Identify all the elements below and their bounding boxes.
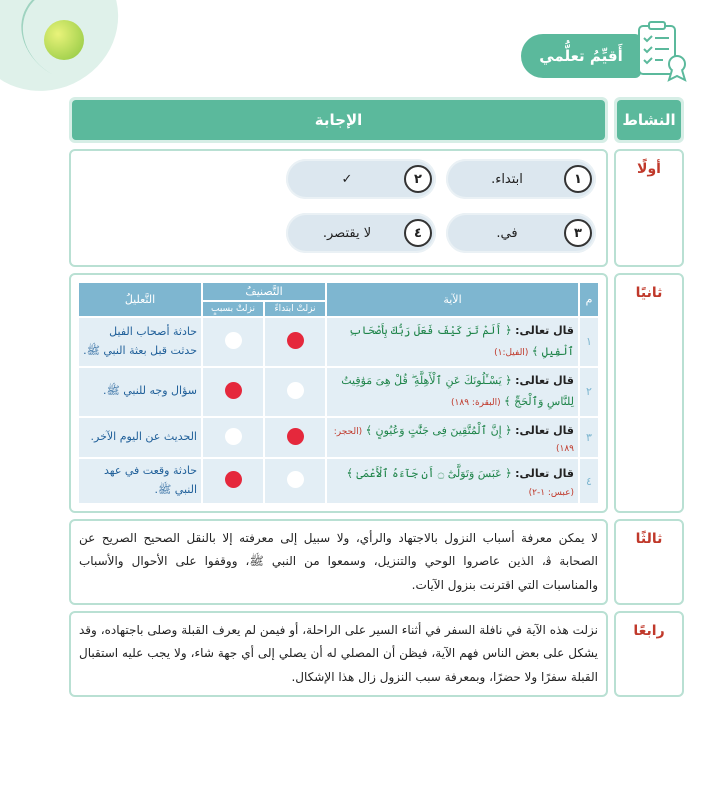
verse-intro: قال تعالى: [516,467,575,481]
verse-intro: قال تعالى: [516,373,575,387]
verses-table [78,281,601,505]
cause-cell [204,418,264,458]
item-value: ✓ [342,171,354,187]
table-row [70,611,685,697]
table-header [70,97,685,143]
col-reason-header: التَّعليلُ [80,283,202,316]
verse-cell [328,418,579,458]
answer-pill [287,159,437,199]
verse-intro: قال تعالى: [516,324,575,337]
row-label: ثالثًا [615,519,685,605]
start-dot [288,332,305,349]
verse-text: ﴿ عَبَسَ وَتَوَلَّىٰٓ ۝ أَن جَآءَهُ ٱلْأَعْمَىٰ ﴾ [347,467,513,481]
verse-text: ﴿ يَسْـَٔلُونَكَ عَنِ ٱلْأَهِلَّةِ ۖ قُلْ هِىَ مَوَٰقِيتُ لِلنَّاسِ وَٱلْحَجِّ ﴾ [342,373,575,408]
table-row [70,519,685,605]
item-number: ٣ [565,219,593,247]
table-row [70,149,685,267]
verse-intro: قال تعالى: [516,423,575,437]
start-dot [288,428,305,445]
verse-reference: (عبس: ١-٢) [529,488,575,499]
cause-cell [204,318,264,366]
reason-cell: الحديث عن اليوم الآخر. [80,418,202,458]
verse-reference: (الحجر: ١٨٩) [334,426,575,455]
start-cell [266,418,326,458]
col-m-header: م [581,283,599,316]
table-row [70,273,685,513]
col-verse-header: الآية [328,283,579,316]
row-number: ٢ [581,368,599,416]
col-cause-header: نزلتْ بسببٍ [204,302,264,316]
cause-dot [226,428,243,445]
col-class-header: التَّصنيفُ [204,283,326,300]
row-label: رابعًا [615,611,685,697]
answer-pills [72,151,607,265]
item-value: لا يقتصر. [323,225,373,241]
cause-dot [226,382,243,399]
table-row [80,418,599,458]
start-cell [266,459,326,502]
start-cell [266,318,326,366]
table-row [80,459,599,502]
header-answer: الإجابة [70,97,609,143]
reason-cell: سؤال وجه للنبي ﷺ. [80,368,202,416]
answer-text: نزلت هذه الآية في نافلة السفر في أثناء السير على الراحلة، أو فيمن لم يعرف القبلة وصلى باجتهاده، وقد يشكل على بعض الناس فهم الآية، فيظن أن المصلي له أن يصلي إلى أي جهة شاء، ولا يجب عليه استقبال القبلة سفرًا ولا حضرًا، وبمعرفة سبب النزول زال هذا الإشكال. [80,623,599,684]
reason-cell: حادثة وقعت في عهد النبي ﷺ. [80,459,202,502]
page-header [512,20,692,82]
checklist-icon [634,20,692,82]
cause-dot [226,332,243,349]
verse-reference: (البقرة: ١٨٩) [452,397,502,408]
verse-reference: (الفيل:١) [495,347,530,358]
item-number: ١ [565,165,593,193]
verse-cell [328,459,579,502]
verse-cell [328,368,579,416]
cause-cell [204,368,264,416]
answer-pill [447,159,597,199]
item-number: ٤ [405,219,433,247]
cause-cell [204,459,264,502]
activities-table [70,97,685,697]
row-number: ١ [581,318,599,366]
verse-text: ﴿ إِنَّ ٱلْمُتَّقِينَ فِى جَنَّٰتٍ وَعُيُونٍ ﴾ [366,423,513,437]
answer-cell [70,611,609,697]
col-start-header: نزلتْ ابتداءً [266,302,326,316]
item-number: ٢ [405,165,433,193]
table-row [80,368,599,416]
answer-pill [287,213,437,253]
answer-cell [70,273,609,513]
decor-circle [45,20,85,60]
start-dot [288,471,305,488]
cause-dot [226,471,243,488]
page-title: أَقيِّمُ تعلُّمي [522,34,642,78]
answer-text: لا يمكن معرفة أسباب النزول بالاجتهاد والرأي، ولا سبيل إلى معرفته إلا بالنقل الصحيح الصريح عن الصحابة ﭬ، الذين عاصروا الوحي والتنزيل، وسمعوا من النبي ﷺ، ووقفوا على الأحوال والأسباب والمناسبات التي اقترنت بنزول الآيات. [80,530,599,592]
header-activity: النشاط [615,97,685,143]
reason-cell: حادثة أصحاب الفيل حدثت قبل بعثة النبي ﷺ. [80,318,202,366]
item-value: في. [497,225,519,241]
start-cell [266,368,326,416]
verse-cell [328,318,579,366]
start-dot [288,382,305,399]
answer-cell [70,519,609,605]
row-label: أولًا [615,149,685,267]
row-number: ٣ [581,418,599,458]
row-number: ٤ [581,459,599,502]
verse-text: ﴿ أَلَمْ تَرَ كَيْفَ فَعَلَ رَبُّكَ بِأَصْحَابِ ٱلْفِيلِ ﴾ [349,324,575,358]
answer-cell [70,149,609,267]
answer-pill [447,213,597,253]
table-row [80,318,599,366]
row-label: ثانيًا [615,273,685,513]
item-value: ابتداء. [492,171,524,187]
